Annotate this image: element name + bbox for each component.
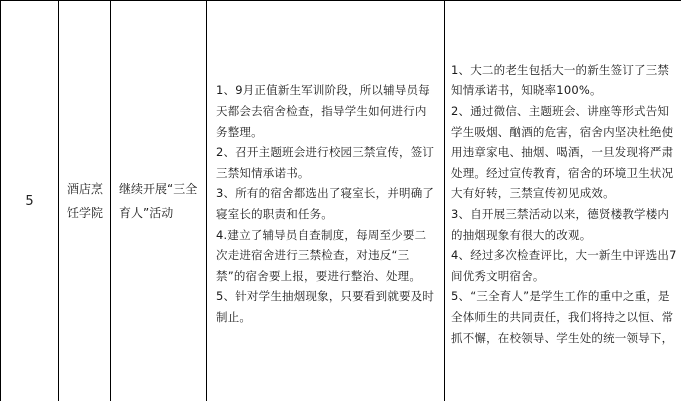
results-list bbox=[445, 54, 681, 348]
row-number: 5 bbox=[25, 193, 34, 209]
measure-item: 1、9月正值新生军训阶段，所以辅导员每天都会去宿舍检查，指导学生如何进行内务整理。 bbox=[216, 83, 430, 139]
result-item: 5、“三全育人”是学生工作的重中之重，是全体师生的共同责任，我们将持之以恒、常抓不懈，在校领导、学生处的统一领导下， bbox=[451, 289, 674, 345]
result-item: 4、经过多次检查评比，大一新生中评选出7间优秀文明宿舍。 bbox=[451, 248, 677, 283]
table-row bbox=[1, 1, 681, 401]
row-number-cell bbox=[1, 1, 59, 401]
work-item-cell bbox=[111, 1, 207, 401]
measures-list bbox=[207, 74, 444, 327]
measure-item: 5、针对学生抽烟现象，只要看到就要及时制止。 bbox=[216, 289, 435, 324]
measure-item: 3、所有的宿舍都选出了寝室长，并明确了寝室长的职责和任务。 bbox=[216, 186, 435, 221]
result-item: 1、大二的老生包括大一的新生签订了三禁知情承诺书，知晓率100%。 bbox=[451, 62, 670, 98]
work-item-title: 继续开展“三全育人”活动 bbox=[119, 182, 198, 220]
measure-item: 2、召开主题班会进行校园三禁宣传，签订三禁知情承诺书。 bbox=[216, 145, 435, 180]
measures-cell bbox=[207, 1, 445, 401]
college-cell bbox=[59, 1, 111, 401]
results-cell bbox=[445, 1, 681, 401]
result-item: 3、自开展三禁活动以来，德贤楼教学楼内的抽烟现象有很大的改观。 bbox=[451, 207, 670, 242]
measure-item: 4.建立了辅导员自查制度，每周至少要二次走进宿舍进行三禁检查，对违反“三禁”的宿舍要上报，要进行整治、处理。 bbox=[216, 227, 427, 283]
college-name: 酒店烹饪学院 bbox=[67, 182, 104, 220]
result-item: 2、通过微信、主题班会、讲座等形式告知学生吸烟、酗酒的危害，宿舍内坚决杜绝使用违章家电、抽烟、喝酒，一旦发现将严肃处理。经过宣传教育，宿舍的环境卫生状况大有好转，三禁宣传初见成效。 bbox=[451, 104, 674, 201]
